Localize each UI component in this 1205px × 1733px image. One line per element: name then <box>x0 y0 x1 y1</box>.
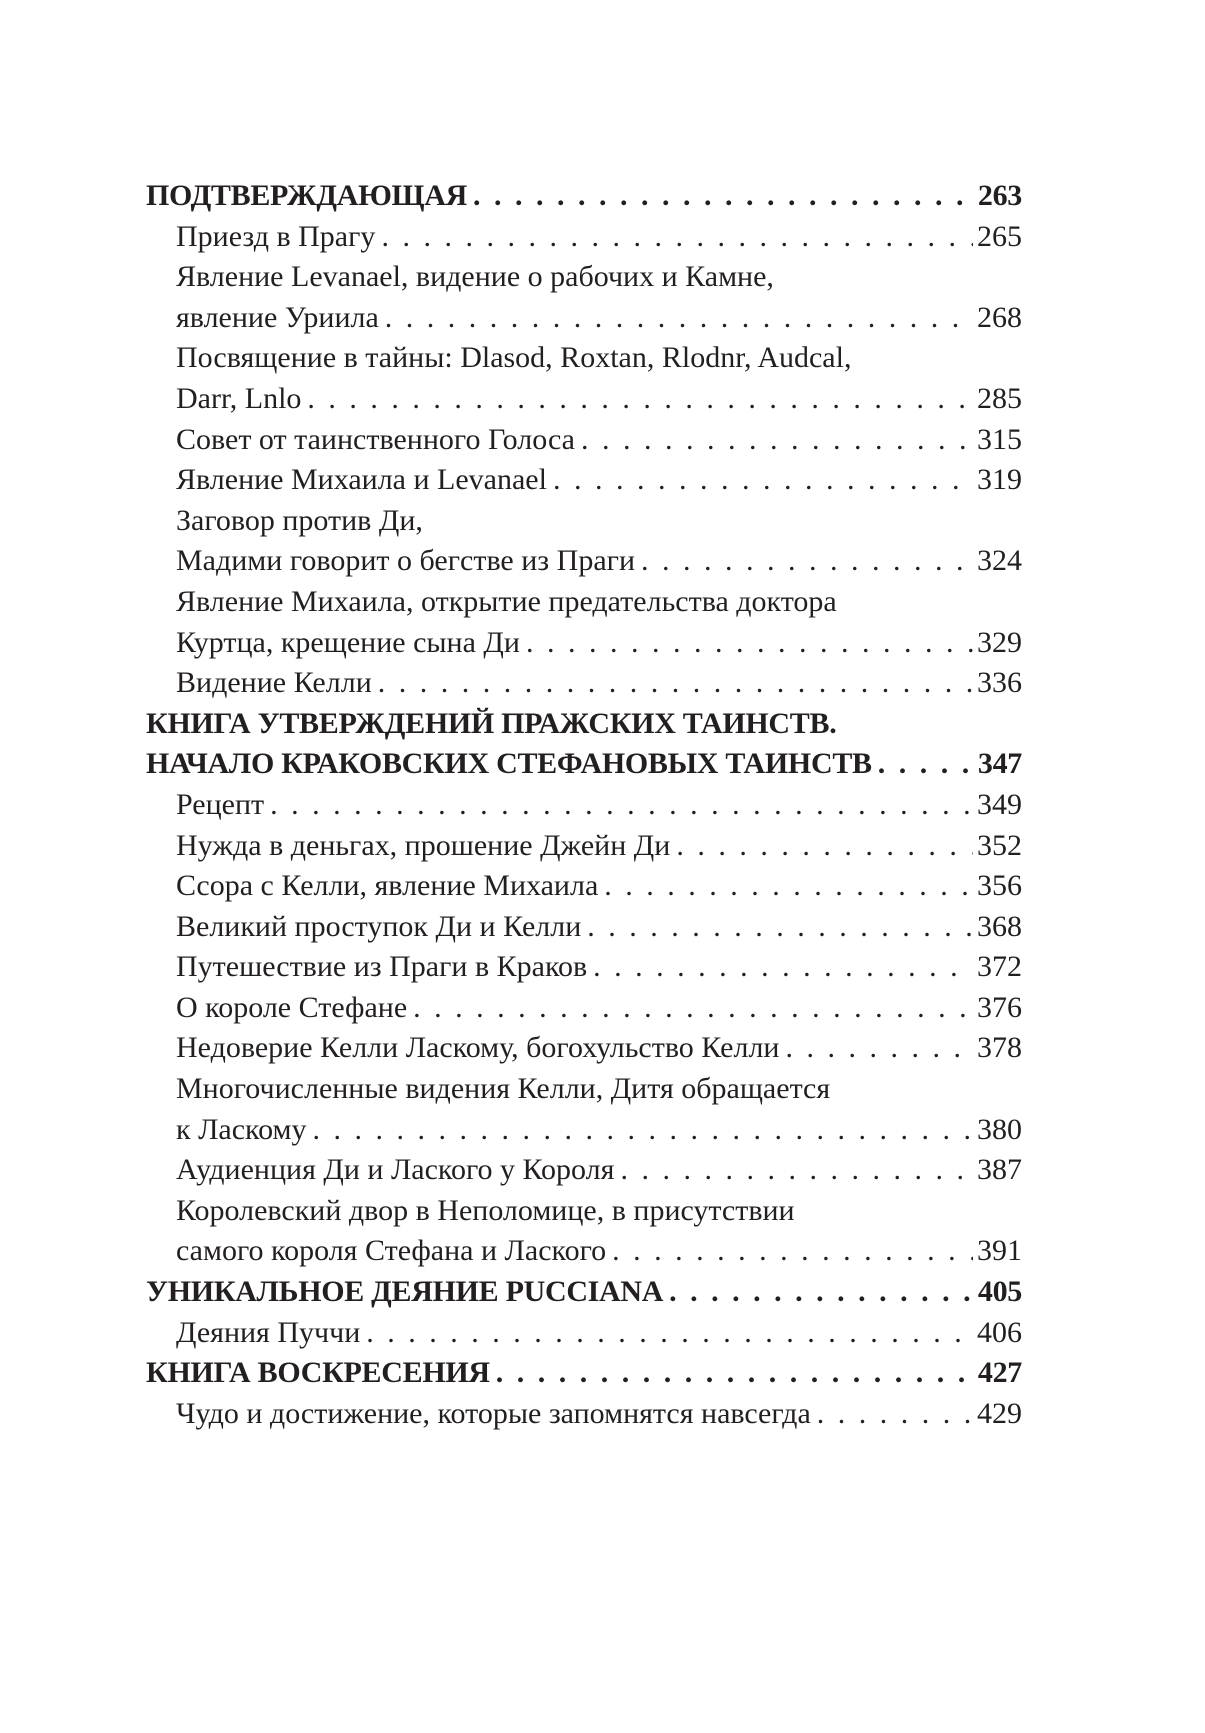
toc-entry-title-line: Посвящение в тайны: Dlasod, Roxtan, Rlodnr, Audcal, <box>176 341 852 375</box>
toc-subsection-entry <box>146 663 1022 704</box>
dot-leader <box>817 1394 973 1435</box>
toc-entry-title-line: Многочисленные видения Келли, Дитя обращается <box>176 1072 831 1106</box>
toc-page-number: 315 <box>977 422 1022 456</box>
toc-entry-title: Деяния Пуччи <box>176 1315 361 1349</box>
toc-page-number: 285 <box>977 381 1022 415</box>
dot-leader <box>878 744 974 785</box>
toc-page-number: 356 <box>977 869 1022 903</box>
toc-page-number: 405 <box>977 1275 1022 1309</box>
toc-entry-row <box>146 1394 1022 1435</box>
toc-entry-title: НАЧАЛО КРАКОВСКИХ СТЕФАНОВЫХ ТАИНСТВ <box>146 747 872 781</box>
toc-entry-title: Недоверие Келли Ласкому, богохульство Келли <box>176 1031 780 1065</box>
toc-subsection-entry <box>146 1313 1022 1354</box>
toc-subsection-entry <box>146 1394 1022 1435</box>
toc-page-number: 427 <box>977 1356 1022 1390</box>
toc-entry-row <box>146 826 1022 867</box>
toc-entry-row <box>146 866 1022 907</box>
toc-entry-row <box>146 1353 1022 1394</box>
toc-subsection-entry <box>146 1191 1022 1272</box>
dot-leader <box>385 298 973 339</box>
toc-entry-title: Darr, Lnlo <box>176 381 302 415</box>
toc-entry-row <box>146 785 1022 826</box>
toc-entry-row <box>146 460 1022 501</box>
toc-entry-title: Рецепт <box>176 787 265 821</box>
toc-entry-row <box>146 1150 1022 1191</box>
toc-entry-title: Великий проступок Ди и Келли <box>176 909 582 943</box>
toc-entry-row <box>146 744 1022 785</box>
dot-leader <box>381 217 973 258</box>
toc-subsection-entry <box>146 257 1022 338</box>
toc-subsection-entry <box>146 217 1022 258</box>
dot-leader <box>620 1150 973 1191</box>
toc-entry-title: Нужда в деньгах, прошение Джейн Ди <box>176 828 671 862</box>
toc-entry-row <box>146 217 1022 258</box>
toc-page-number: 380 <box>977 1112 1022 1146</box>
toc-page-number: 329 <box>977 625 1022 659</box>
toc-entry-row <box>146 1272 1022 1313</box>
toc-entry-row <box>146 623 1022 664</box>
toc-subsection-entry <box>146 460 1022 501</box>
toc-entry-title: к Ласкому <box>176 1112 307 1146</box>
dot-leader <box>553 460 973 501</box>
toc-entry-title: УНИКАЛЬНОЕ ДЕЯНИЕ PUCCIANA <box>146 1275 664 1309</box>
dot-leader <box>270 785 973 826</box>
dot-leader <box>641 541 973 582</box>
toc-entry-row <box>146 907 1022 948</box>
dot-leader <box>413 988 973 1029</box>
dot-leader <box>378 663 973 704</box>
toc-page-number: 406 <box>977 1315 1022 1349</box>
toc-page-number: 376 <box>977 990 1022 1024</box>
dot-leader <box>785 1028 973 1069</box>
toc-subsection-entry <box>146 1028 1022 1069</box>
toc-page-number: 347 <box>977 747 1022 781</box>
toc-entry-row <box>146 298 1022 339</box>
toc-subsection-entry <box>146 866 1022 907</box>
toc-entry-title: явление Уриила <box>176 300 379 334</box>
toc-section-entry <box>146 176 1022 217</box>
toc-subsection-entry <box>146 501 1022 582</box>
toc-entry-row <box>146 947 1022 988</box>
dot-leader <box>496 1353 974 1394</box>
dot-leader <box>581 420 973 461</box>
toc-entry-title: самого короля Стефана и Лаского <box>176 1234 607 1268</box>
toc-page-number: 368 <box>977 909 1022 943</box>
toc-entry-title: ПОДТВЕРЖДАЮЩАЯ <box>146 179 467 212</box>
toc-subsection-entry <box>146 907 1022 948</box>
toc-page-number: 319 <box>977 463 1022 497</box>
dot-leader <box>604 866 973 907</box>
dot-leader <box>587 907 973 948</box>
dot-leader <box>676 826 973 867</box>
toc-entry-title-line: Заговор против Ди, <box>176 503 423 537</box>
toc-subsection-entry <box>146 785 1022 826</box>
toc-entry-row <box>146 1110 1022 1151</box>
toc-entry-title: Совет от таинственного Голоса <box>176 422 575 456</box>
toc-entry-row <box>146 1313 1022 1354</box>
toc-subsection-entry <box>146 1069 1022 1150</box>
toc-entry-title: Видение Келли <box>176 666 372 700</box>
toc-entry-title-line: Явление Levanael, видение о рабочих и Камне, <box>176 260 774 294</box>
dot-leader <box>612 1231 973 1272</box>
toc-entry-title: Мадими говорит о бегстве из Праги <box>176 544 635 578</box>
dot-leader <box>307 379 973 420</box>
toc-entry-row <box>146 663 1022 704</box>
toc-page-number: 349 <box>977 787 1022 821</box>
dot-leader <box>313 1110 973 1151</box>
toc-page-number: 387 <box>977 1153 1022 1187</box>
toc-page-number: 324 <box>977 544 1022 578</box>
toc-entry-row <box>146 1028 1022 1069</box>
toc-entry-title: Куртца, крещение сына Ди <box>176 625 520 659</box>
toc-entry-title: О короле Стефане <box>176 990 408 1024</box>
toc-entry-title: Путешествие из Праги в Краков <box>176 950 588 984</box>
table-of-contents <box>146 176 1022 1434</box>
dot-leader <box>366 1313 973 1354</box>
toc-page-number: 378 <box>977 1031 1022 1065</box>
toc-section-entry <box>146 704 1022 785</box>
toc-entry-title-line: Явление Михаила, открытие предательства доктора <box>176 584 837 618</box>
toc-entry-title: Чудо и достижение, которые запомнятся навсегда <box>176 1396 811 1430</box>
toc-entry-title-line: Королевский двор в Неполомице, в присутствии <box>176 1193 795 1227</box>
toc-subsection-entry <box>146 826 1022 867</box>
toc-subsection-entry <box>146 582 1022 663</box>
dot-leader <box>526 623 973 664</box>
toc-subsection-entry <box>146 988 1022 1029</box>
toc-subsection-entry <box>146 947 1022 988</box>
toc-entry-row <box>146 1231 1022 1272</box>
toc-entry-row <box>146 988 1022 1029</box>
toc-entry-row <box>146 541 1022 582</box>
dot-leader <box>473 176 974 217</box>
toc-subsection-entry <box>146 420 1022 461</box>
dot-leader <box>593 947 973 988</box>
toc-page-number: 268 <box>977 300 1022 334</box>
toc-entry-title: Ссора с Келли, явление Михаила <box>176 869 599 903</box>
toc-page-number: 391 <box>977 1234 1022 1268</box>
toc-page-number: 429 <box>977 1396 1022 1430</box>
toc-entry-title: КНИГА ВОСКРЕСЕНИЯ <box>146 1356 490 1390</box>
toc-entry-row <box>146 379 1022 420</box>
toc-page-number: 263 <box>977 179 1022 212</box>
toc-entry-title-line: КНИГА УТВЕРЖДЕНИЙ ПРАЖСКИХ ТАИНСТВ. <box>146 706 837 740</box>
toc-entry-row <box>146 176 1022 217</box>
toc-page-number: 352 <box>977 828 1022 862</box>
toc-subsection-entry <box>146 338 1022 419</box>
toc-section-entry <box>146 1353 1022 1394</box>
toc-page-number: 372 <box>977 950 1022 984</box>
toc-section-entry <box>146 1272 1022 1313</box>
toc-page-number: 265 <box>977 219 1022 253</box>
toc-entry-title: Явление Михаила и Levanael <box>176 463 547 497</box>
dot-leader <box>669 1272 974 1313</box>
toc-page-number: 336 <box>977 666 1022 700</box>
toc-entry-title: Аудиенция Ди и Лаского у Короля <box>176 1153 615 1187</box>
toc-subsection-entry <box>146 1150 1022 1191</box>
toc-entry-title: Приезд в Прагу <box>176 219 376 253</box>
toc-entry-row <box>146 420 1022 461</box>
